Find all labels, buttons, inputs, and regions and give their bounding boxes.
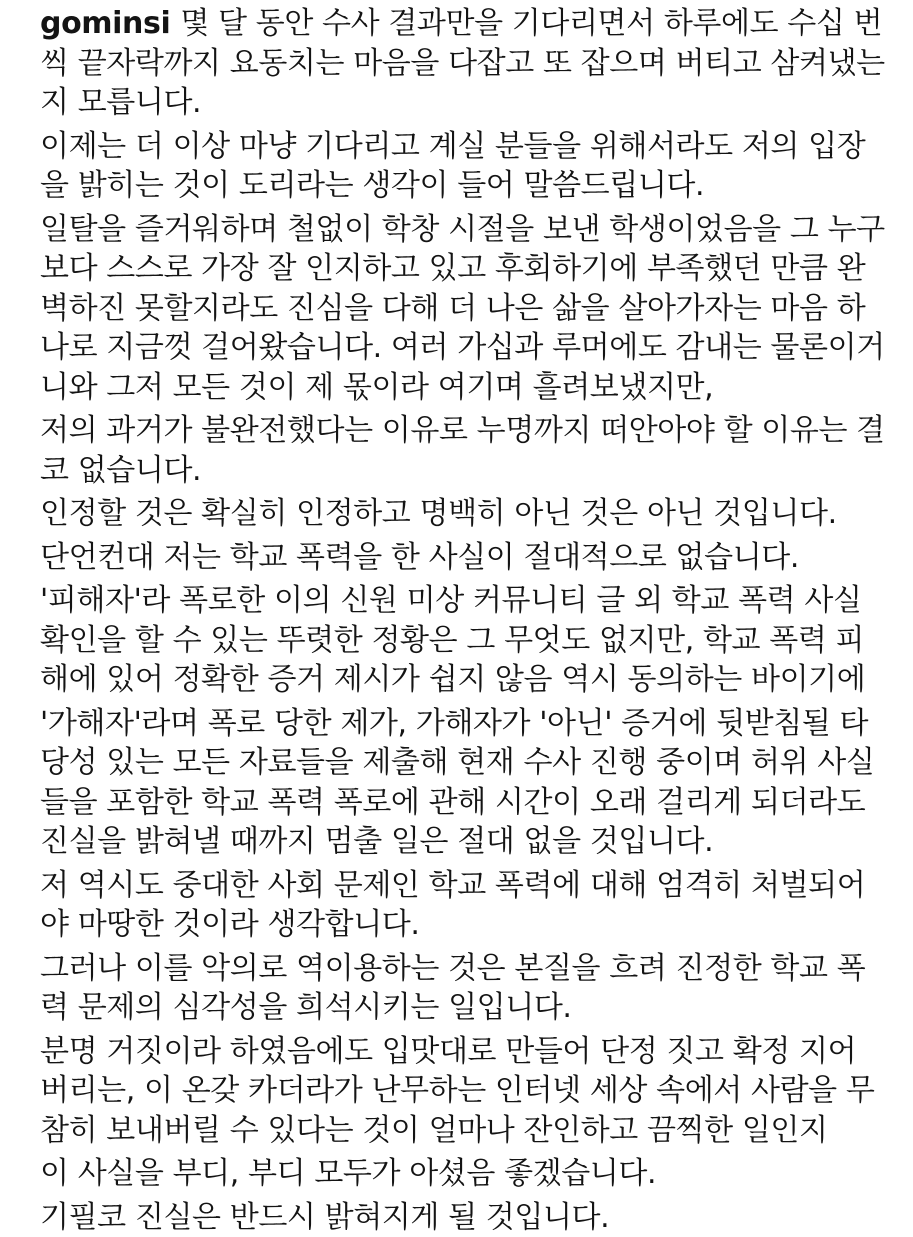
caption-line: 지 모릅니다. [40,83,903,123]
paragraph-intro [40,4,903,123]
caption-line: 일탈을 즐거워하며 철없이 학창 시절을 보낸 학생이었음을 그 누구 [40,210,903,250]
caption-line: 이제는 더 이상 마냥 기다리고 계실 분들을 위해서라도 저의 입장 [40,127,903,167]
caption-line: 그러나 이를 악의로 역이용하는 것은 본질을 흐려 진정한 학교 폭 [40,949,903,989]
paragraph [40,210,903,408]
paragraph [40,949,903,1028]
caption-line: 분명 거짓이라 하였음에도 입맛대로 만들어 단정 짓고 확정 지어 [40,1032,903,1072]
caption-first-line [40,4,903,44]
paragraph [40,1198,903,1237]
caption-line: 력 문제의 심각성을 희석시키는 일입니다. [40,988,903,1028]
paragraph [40,411,903,490]
paragraph [40,704,903,862]
paragraph [40,127,903,206]
caption-line: 당성 있는 모든 자료들을 제출해 현재 수사 진행 중이며 허위 사실 [40,743,903,783]
paragraph [40,866,903,945]
caption-line: 이 사실을 부디, 부디 모두가 아셨음 좋겠습니다. [40,1154,903,1194]
caption-line: 기필코 진실은 반드시 밝혀지게 될 것입니다. [40,1198,903,1237]
caption-line: 코 없습니다. [40,451,903,491]
caption-line: 야 마땅한 것이라 생각합니다. [40,905,903,945]
caption-line: 해에 있어 정확한 증거 제시가 쉽지 않음 역시 동의하는 바이기에 [40,660,903,700]
caption-text: 몇 달 동안 수사 결과만을 기다리면서 하루에도 수십 번 [180,6,882,41]
caption-line: 단언컨대 저는 학교 폭력을 한 사실이 절대적으로 없습니다. [40,538,903,578]
caption-line: 을 밝히는 것이 도리라는 생각이 들어 말씀드립니다. [40,166,903,206]
caption-line: 확인을 할 수 있는 뚜렷한 정황은 그 무엇도 없지만, 학교 폭력 피 [40,621,903,661]
caption-line: '피해자'라 폭로한 이의 신원 미상 커뮤니티 글 외 학교 폭력 사실 [40,581,903,621]
paragraph [40,538,903,578]
caption-line: 저의 과거가 불완전했다는 이유로 누명까지 떠안아야 할 이유는 결 [40,411,903,451]
caption-line: 니와 그저 모든 것이 제 몫이라 여기며 흘려보냈지만, [40,368,903,408]
paragraph [40,1032,903,1151]
caption-line: 나로 지금껏 걸어왔습니다. 여러 가십과 루머에도 감내는 물론이거 [40,328,903,368]
caption-line: 보다 스스로 가장 잘 인지하고 있고 후회하기에 부족했던 만큼 완 [40,249,903,289]
caption-line: 진실을 밝혀낼 때까지 멈출 일은 절대 없을 것입니다. [40,822,903,862]
caption-line: 들을 포함한 학교 폭력 폭로에 관해 시간이 오래 걸리게 되더라도 [40,783,903,823]
paragraph [40,1154,903,1194]
caption-line: '가해자'라며 폭로 당한 제가, 가해자가 '아닌' 증거에 뒷받침될 타 [40,704,903,744]
caption-line: 저 역시도 중대한 사회 문제인 학교 폭력에 대해 엄격히 처벌되어 [40,866,903,906]
paragraph [40,581,903,700]
caption-line: 참히 보내버릴 수 있다는 것이 얼마나 잔인하고 끔찍한 일인지 [40,1111,903,1151]
paragraph [40,494,903,534]
caption-line: 인정할 것은 확실히 인정하고 명백히 아닌 것은 아닌 것입니다. [40,494,903,534]
caption-line: 씩 끝자락까지 요동치는 마음을 다잡고 또 잡으며 버티고 삼켜냈는 [40,44,903,84]
caption-line: 벽하진 못할지라도 진심을 다해 더 나은 삶을 살아가자는 마음 하 [40,289,903,329]
username-link[interactable]: gominsi [40,6,170,41]
caption-line: 버리는, 이 온갖 카더라가 난무하는 인터넷 세상 속에서 사람을 무 [40,1071,903,1111]
